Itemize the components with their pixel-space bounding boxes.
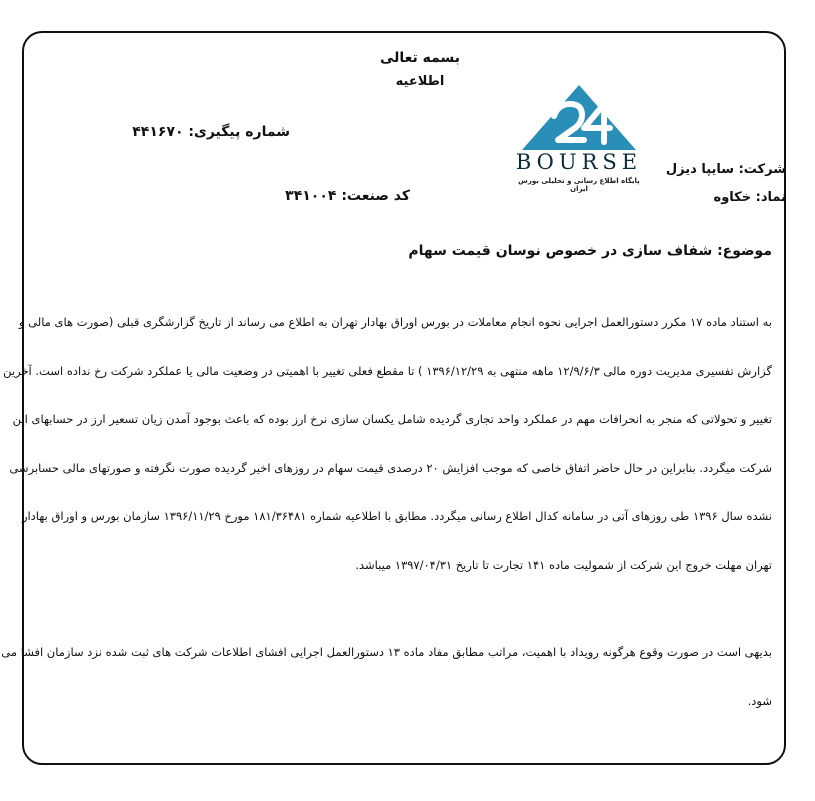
bourse-logo-mark-icon [514,82,644,152]
company-name: شرکت: سایپا دیزل [665,162,786,177]
body-paragraph-1 [3,298,772,590]
body-line: گزارش تفسیری مدیریت دوره مالی ۱۲/۹/۶/۳ ماهه منتهی به ۱۳۹۶/۱۲/۲۹ ) تا مقطع فعلی تغییر با اهمیتی در وضعیت مالی یا عملکرد شرکت رخ نداده است. آخرین [3,363,772,378]
bourse-logo [514,82,644,192]
industry-code: کد صنعت: ۳۴۱۰۰۴ [285,188,410,204]
notice-title: اطلاعیه [395,74,445,89]
subject-line: موضوع: شفاف سازی در خصوص نوسان قیمت سهام [408,243,772,259]
tracking-number: شماره پیگیری: ۴۴۱۶۷۰ [132,124,290,140]
body-line: شود. [747,693,772,708]
stock-symbol: نماد: خکاوه [713,190,786,205]
basmala-heading: بسمه تعالی [379,50,461,66]
body-line: تهران مهلت خروج این شرکت از شمولیت ماده ۱۴۱ تجارت تا تاریخ ۱۳۹۷/۰۴/۳۱ میباشد. [355,557,772,572]
bourse-logo-subtitle: پایگاه اطلاع رسانی و تحلیلی بورس ایران [518,177,640,193]
body-line: شرکت میگردد. بنابراین در حال حاضر اتفاق خاصی که موجب افزایش ۲۰ درصدی قیمت سهام در روزهای اخیر گردیده صورت نگرفته و صورتهای مالی حسابرسی [9,460,772,475]
body-line: به استناد ماده ۱۷ مکرر دستورالعمل اجرایی نحوه انجام معاملات در بورس اوراق بهادار تهران به اطلاع می رساند از تاریخ گزارشگری قبلی (صورت های مالی و [18,315,772,329]
bourse-logo-word: BOURSE [515,150,643,174]
body-line: تغییر و تحولاتی که منجر به انحرافات مهم در عملکرد واحد تجاری گردیده شامل یکسان سازی نرخ ارز بوده که باعث بوجود آمدن زیان تسعیر ارز در حسابهای این [12,412,772,427]
body-line: بدیهی است در صورت وقوع هرگونه رویداد با اهمیت، مراتب مطابق مفاد ماده ۱۳ دستورالعمل اجرایی افشای اطلاعات شرکت های ثبت شده نزد سازمان افشا می [1,645,772,659]
body-paragraph-2 [1,628,772,725]
body-line: نشده سال ۱۳۹۶ طی روزهای آتی در سامانه کدال اطلاع رسانی میگردد. مطابق با اطلاعیه شماره ۱۸۱/۳۶۴۸۱ مورخ ۱۳۹۶/۱۱/۲۹ سازمان بورس و اوراق بهادار [21,509,772,524]
